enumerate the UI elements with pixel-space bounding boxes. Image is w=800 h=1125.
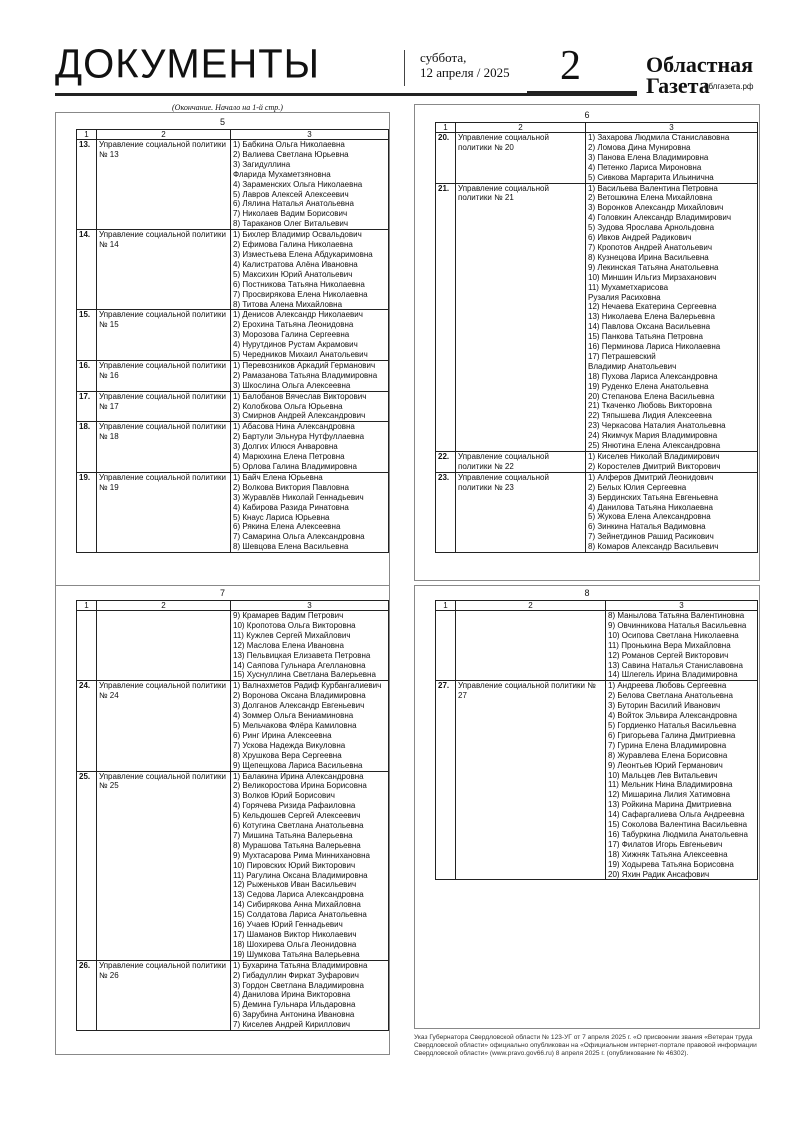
newspaper-name-line2: Газета [646, 73, 710, 98]
newspaper-site: облгазета.рф [704, 82, 754, 91]
person-name: 13) Пельвицкая Елизавета Петровна [233, 650, 371, 660]
person-name: 6) Ринг Ирина Алексеевна [233, 730, 332, 740]
person-name: 6) Рякина Елена Алексеевна [233, 522, 341, 532]
issue-weekday: суббота, [420, 50, 467, 65]
column-header: 2 [456, 123, 586, 133]
names-list [231, 960, 389, 1030]
person-name: 3) Смирнов Андрей Александрович [233, 411, 366, 421]
row-number: 21. [436, 183, 456, 451]
row-number: 20. [436, 133, 456, 184]
column-header: 3 [586, 123, 758, 133]
department-name: Управление социальной политики № 20 [456, 133, 586, 184]
names-list [231, 230, 389, 310]
awardees-table [76, 600, 389, 1031]
table-row [77, 960, 389, 1030]
person-name: 3) Гордон Светлана Владимировна [233, 980, 364, 990]
awardees-table [435, 600, 758, 880]
awardees-table [76, 129, 389, 553]
person-name: 3) Морозова Галина Сергеевна [233, 330, 350, 340]
column-header: 2 [456, 601, 606, 611]
panel-6 [414, 104, 760, 581]
names-list [231, 140, 389, 230]
person-name: 14) Павлова Оксана Васильевна [588, 322, 711, 332]
person-name: 15) Панкова Татьяна Петровна [588, 332, 703, 342]
row-number: 27. [436, 681, 456, 880]
person-name: 7) Мишина Татьяна Валерьевна [233, 830, 353, 840]
person-name: 17) Петрашевский [588, 351, 656, 361]
person-name: 5) Орлова Галина Владимировна [233, 462, 357, 471]
panel-8 [414, 585, 760, 1029]
person-name: 8) Титова Алена Михайловна [233, 299, 343, 309]
person-name: 1) Киселев Николай Владимирович [588, 452, 720, 461]
row-number: 19. [77, 472, 97, 552]
page-number: 2 [560, 43, 581, 89]
row-number: 22. [436, 452, 456, 473]
row-number: 15. [77, 310, 97, 361]
table-row [436, 472, 758, 552]
person-name: 12) Маслова Елена Ивановна [233, 640, 344, 650]
table-header-row [77, 130, 389, 140]
person-name: 12) Нечаева Екатерина Сергеевна [588, 302, 717, 312]
table-row [77, 771, 389, 960]
person-name: 2) Валиева Светлана Юрьевна [233, 149, 349, 159]
person-name: 4) Головкин Александр Владимирович [588, 213, 732, 223]
person-name: 8) Мурашова Татьяна Валерьевна [233, 840, 361, 850]
column-header: 2 [97, 601, 231, 611]
masthead-rule-accent [527, 91, 637, 96]
person-name: 2) Ломова Дина Мунировна [588, 142, 691, 152]
row-number [77, 611, 97, 681]
row-number: 26. [77, 960, 97, 1030]
column-header: 1 [436, 123, 456, 133]
department-name: Управление социальной политики № 23 [456, 472, 586, 552]
person-name: 6) Григорьева Галина Дмитриевна [608, 730, 736, 740]
person-name: 1) Алферов Дмитрий Леонидович [588, 472, 714, 482]
person-name: 3) Воронков Александр Михайлович [588, 203, 724, 213]
row-number: 18. [77, 422, 97, 473]
table-row [77, 140, 389, 230]
person-name: 11) Мельник Нина Владимировна [608, 780, 733, 790]
panel-title: 7 [219, 588, 225, 598]
person-name: 7) Киселев Андрей Кириллович [233, 1020, 351, 1030]
table-row [77, 230, 389, 310]
person-name: 5) Сивкова Маргарита Ильинична [588, 172, 714, 182]
person-name: 5) Зудова Ярослава Арнольдовна [588, 223, 715, 233]
person-name: 15) Хуснуллина Светлана Валерьевна [233, 670, 376, 680]
person-name: 1) Бабкина Ольга Николаевна [233, 140, 345, 149]
person-name: 9) Леонтьев Юрий Германович [608, 760, 723, 770]
person-name: 2) Белых Юлия Сергеевна [588, 482, 687, 492]
person-name: 11) Пронькина Вера Михайловна [608, 640, 731, 650]
person-name: 20) Яхин Радик Ансафович [608, 869, 710, 879]
person-name: 3) Шкоcлина Ольга Алексеевна [233, 380, 351, 390]
person-name: 7) Николаев Вадим Борисович [233, 209, 348, 219]
person-name: 18) Хижняк Татьяна Алексеевна [608, 849, 728, 859]
person-name: 10) Кропотова Ольга Викторовна [233, 620, 356, 630]
table-row [436, 452, 758, 473]
person-name: 2) Коростелев Дмитрий Викторович [588, 461, 721, 471]
person-name: 2) Рамазанова Татьяна Владимировна [233, 370, 378, 380]
person-name: 5) Гордиенко Наталья Васильевна [608, 720, 737, 730]
person-name: 13) Ройкина Марина Дмитриевна [608, 800, 732, 810]
person-name: 4) Войток Эльвира Александровна [608, 711, 738, 721]
department-name: Управление социальной политики № 26 [97, 960, 231, 1030]
person-name: 4) Зараменских Ольга Николаевна [233, 179, 363, 189]
person-name: 1) Захарова Людмила Станиславовна [588, 133, 730, 142]
person-name: 22) Тяпышева Лидия Алексеевна [588, 411, 712, 421]
section-title: ДОКУМЕНТЫ [55, 41, 321, 87]
department-name: Управление социальной политики № 27 [456, 681, 606, 880]
person-name: 10) Мальцев Лев Витальевич [608, 770, 718, 780]
person-name: 12) Мишарина Лилия Хатимовна [608, 790, 731, 800]
person-name: 2) Волкова Виктория Павловна [233, 482, 349, 492]
person-name: 9) Лекинская Татьяна Анатольевна [588, 262, 719, 272]
person-name: 3) Долганов Александр Евгеньевич [233, 701, 365, 711]
person-name: 4) Данилова Ирина Викторовна [233, 990, 351, 1000]
column-header: 3 [231, 130, 389, 140]
person-name: 11) Рагулина Оксана Владимировна [233, 870, 368, 880]
person-name: 24) Якимчук Мария Владимировна [588, 431, 718, 441]
panel-5 [55, 112, 390, 589]
row-number: 24. [77, 681, 97, 771]
person-name: 7) Просвирякова Елена Николаевна [233, 289, 368, 299]
person-name: 14) Саяпова Гульнара Агеллановна [233, 660, 366, 670]
person-name: 7) Зейнетдинов Рашид Расикович [588, 532, 714, 542]
names-list [231, 391, 389, 422]
person-name: 3) Изместьева Елена Абдукаримовна [233, 249, 373, 259]
names-list [606, 611, 758, 681]
person-name: 7) Самарина Ольга Александровна [233, 532, 365, 542]
person-name: 17) Шаманов Виктор Николаевич [233, 930, 357, 939]
names-list [231, 611, 389, 681]
issue-date [420, 50, 510, 80]
person-name: 9) Крамарев Вадим Петрович [233, 611, 344, 620]
person-name: 14) Сафаргалиева Ольга Андреевна [608, 810, 745, 820]
person-name: 8) Комаров Александр Васильевич [588, 542, 719, 552]
row-number: 16. [77, 360, 97, 391]
column-header: 1 [436, 601, 456, 611]
table-row [77, 681, 389, 771]
names-list [231, 360, 389, 391]
row-number: 25. [77, 771, 97, 960]
person-name: 4) Кабирова Разида Ринатовна [233, 502, 349, 512]
department-name: Управление социальной политики № 13 [97, 140, 231, 230]
person-name: 11) Кужлев Сергей Михайлович [233, 630, 351, 640]
person-name: 16) Табуркина Людмила Анатольевна [608, 829, 748, 839]
person-name: 3) Панова Елена Владимировна [588, 152, 709, 162]
panel-7 [55, 585, 390, 1055]
person-name: 10) Миншин Ильгиз Мирзаханович [588, 272, 717, 282]
column-header: 3 [231, 601, 389, 611]
person-name: 3) Долгих Илюся Анваровна [233, 442, 338, 452]
department-name: Управление социальной политики № 19 [97, 472, 231, 552]
person-name: 2) Белова Светлана Анатольевна [608, 691, 733, 701]
person-name: 5) Жукова Елена Александровна [588, 512, 711, 522]
person-name: 7) Ускова Надежда Викуловна [233, 740, 346, 750]
names-list [231, 472, 389, 552]
department-name: Управление социальной политики № 15 [97, 310, 231, 361]
person-name: 25) Янютина Елена Александровна [588, 441, 721, 451]
person-name: 19) Ходырева Татьяна Борисовна [608, 859, 734, 869]
row-number [436, 611, 456, 681]
person-name: 13) Седова Лариса Александровна [233, 890, 364, 900]
person-name: 5) Лавров Алексей Алексеевич [233, 189, 349, 199]
names-list [586, 452, 758, 473]
person-name: 21) Ткаченко Любовь Викторовна [588, 401, 712, 411]
person-name: 1) Бихлер Владимир Освальдович [233, 230, 362, 240]
person-name: 19) Шумкова Татьяна Валерьевна [233, 949, 360, 959]
person-name: 8) Шевцова Елена Васильевна [233, 542, 349, 552]
table-header-row [77, 601, 389, 611]
person-name: 14) Сибирякова Анна Михайловна [233, 900, 361, 910]
department-name: Управление социальной политики № 21 [456, 183, 586, 451]
person-name: 1) Байч Елена Юрьевна [233, 472, 323, 482]
person-name: 1) Денисов Александр Николаевич [233, 310, 363, 320]
person-name: 5) Мельчакова Флёра Камиловна [233, 720, 357, 730]
person-name: 2) Ветошкина Елена Михайловна [588, 193, 713, 203]
person-name: 10) Осипова Светлана Николаевна [608, 630, 739, 640]
panel-title: 5 [219, 117, 225, 127]
person-name: 12) Романов Сергей Викторович [608, 650, 729, 660]
panel-title: 8 [584, 588, 590, 598]
person-name: 6) Лялина Наталья Анатольевна [233, 199, 354, 209]
table-row [77, 360, 389, 391]
person-name: 3) Волков Юрий Борисович [233, 791, 335, 801]
department-name: Управление социальной политики № 14 [97, 230, 231, 310]
table-row [77, 611, 389, 681]
department-name [456, 611, 606, 681]
table-row [77, 472, 389, 552]
person-name: 1) Бухарина Татьяна Владимировна [233, 960, 368, 970]
person-name: 7) Кропотов Андрей Анатольевич [588, 242, 713, 252]
person-name: 18) Шохирева Ольга Леонидовна [233, 939, 357, 949]
department-name: Управление социальной политики № 24 [97, 681, 231, 771]
row-number: 23. [436, 472, 456, 552]
person-name: 1) Валнахметов Радиф Курбангалиевич [233, 681, 382, 691]
person-name: 2) Великоростова Ирина Борисовна [233, 781, 367, 791]
table-row [436, 681, 758, 880]
table-header-row [436, 123, 758, 133]
names-list [586, 183, 758, 451]
table-row [436, 611, 758, 681]
person-name: 8) Манылова Татьяна Валентиновна [608, 611, 745, 620]
names-list [586, 133, 758, 184]
person-name: 4) Марюхина Елена Петровна [233, 452, 345, 462]
department-name [97, 611, 231, 681]
person-name: Рузалия Расиховна [588, 292, 661, 302]
panel-title: 6 [584, 110, 590, 120]
person-name: 6) Зинкина Наталья Вадимовна [588, 522, 706, 532]
person-name: 9) Мухтасарова Рима Миннихановна [233, 850, 370, 860]
row-number: 14. [77, 230, 97, 310]
person-name: 2) Ефимова Галина Николаевна [233, 240, 353, 250]
person-name: 6) Ивков Андрей Радикович [588, 233, 692, 243]
names-list [606, 681, 758, 880]
person-name: 8) Тараканов Олег Витальевич [233, 219, 349, 229]
names-list [231, 310, 389, 361]
person-name: 5) Кнаус Лариса Юрьевна [233, 512, 330, 522]
person-name: 2) Воронова Оксана Владимировна [233, 691, 366, 701]
awardees-table [435, 122, 758, 553]
person-name: 2) Колобкова Ольга Юрьевна [233, 401, 343, 411]
person-name: 4) Нурутдинов Рустам Акрамович [233, 340, 358, 350]
column-header: 1 [77, 601, 97, 611]
department-name: Управление социальной политики № 16 [97, 360, 231, 391]
department-name: Управление социальной политики № 17 [97, 391, 231, 422]
department-name: Управление социальной политики № 18 [97, 422, 231, 473]
person-name: 8) Кузнецова Ирина Васильевна [588, 252, 709, 262]
person-name: 18) Пухова Лариса Александровна [588, 371, 718, 381]
person-name: 6) Постникова Татьяна Николаевна [233, 279, 365, 289]
person-name: 5) Максихин Юрий Анатольевич [233, 269, 353, 279]
person-name: 9) Щепещкова Лариса Васильевна [233, 760, 363, 770]
person-name: 1) Балакина Ирина Александровна [233, 771, 364, 781]
person-name: 2) Ерохина Татьяна Леонидовна [233, 320, 354, 330]
person-name: 1) Андреева Любовь Сергеевна [608, 681, 727, 691]
person-name: 14) Шлегель Ирина Владимировна [608, 670, 738, 680]
person-name: 4) Калистратова Алёна Ивановна [233, 259, 358, 269]
person-name: 3) Бердинских Татьяна Евгеньевна [588, 492, 719, 502]
person-name: 23) Черкасова Наталия Анатольевна [588, 421, 726, 431]
person-name: 11) Мухаметхарисова [588, 282, 669, 292]
table-row [436, 133, 758, 184]
person-name: 4) Петенко Лариса Мироновна [588, 162, 702, 172]
person-name: 17) Филатов Игорь Евгеньевич [608, 839, 723, 849]
column-header: 2 [97, 130, 231, 140]
person-name: 15) Соколова Валентина Васильевна [608, 820, 748, 830]
person-name: 4) Данилова Татьяна Николаевна [588, 502, 713, 512]
table-row [77, 310, 389, 361]
department-name: Управление социальной политики № 22 [456, 452, 586, 473]
names-list [231, 422, 389, 473]
person-name: 3) Буторин Василий Иванович [608, 701, 721, 711]
person-name: 13) Савина Наталья Станиславовна [608, 660, 743, 670]
column-header: 3 [606, 601, 758, 611]
person-name: 12) Рыженьков Иван Васильевич [233, 880, 357, 890]
table-row [77, 391, 389, 422]
person-name: 20) Степанова Елена Васильевна [588, 391, 715, 401]
person-name: 8) Журавлева Елена Борисовна [608, 750, 728, 760]
person-name: 19) Руденко Елена Анатольевна [588, 381, 709, 391]
person-name: 3) Журавлёв Николай Геннадьевич [233, 492, 364, 502]
person-name: Фларида Мухаметзяновна [233, 169, 331, 179]
row-number: 17. [77, 391, 97, 422]
person-name: 1) Абасова Нина Александровна [233, 422, 355, 432]
person-name: 5) Чередников Михаил Анатольевич [233, 350, 368, 360]
person-name: 4) Зоммер Ольга Вениаминовна [233, 711, 354, 721]
row-number: 13. [77, 140, 97, 230]
person-name: 6) Котугина Светлана Анатольевна [233, 821, 364, 831]
person-name: 5) Демина Гульнара Ильдаровна [233, 1000, 356, 1010]
person-name: 1) Перевозников Аркадий Германович [233, 360, 376, 370]
person-name: 1) Балобанов Вячеслав Викторович [233, 391, 367, 401]
names-list [586, 472, 758, 552]
person-name: 13) Николаева Елена Валерьевна [588, 312, 715, 322]
publication-footnote: Указ Губернатора Свердловской области № 123-УГ от 7 апреля 2025 г. «О присвоении звания «Ветеран труда Свердловской области» официально опубликован на «Официальном интернет-портале правовой информации Свердловской области» (www.pravo.gov66.ru) 8 апреля 2025 г. (опубликование № 46302). [414, 1034, 757, 1057]
person-name: 7) Гурина Елена Владимировна [608, 740, 727, 750]
column-header: 1 [77, 130, 97, 140]
table-header-row [436, 601, 758, 611]
person-name: 16) Учаев Юрий Геннадьевич [233, 920, 343, 930]
department-name: Управление социальной политики № 25 [97, 771, 231, 960]
person-name: 3) Загидуллина [233, 159, 291, 169]
person-name: 16) Перминова Лариса Николаевна [588, 342, 721, 352]
person-name: 2) Бартули Эльнура Нутфуллаевна [233, 432, 365, 442]
person-name: 6) Зарубина Антонина Ивановна [233, 1010, 355, 1020]
names-list [231, 681, 389, 771]
masthead-separator [404, 50, 405, 86]
continuation-note: (Окончание. Начало на 1-й стр.) [172, 103, 283, 112]
issue-day: 12 апреля / 2025 [420, 65, 510, 80]
person-name: 1) Васильева Валентина Петровна [588, 183, 718, 193]
person-name: Владимир Анатольевич [588, 361, 677, 371]
person-name: 15) Солдатова Лариса Анатольевна [233, 910, 367, 920]
person-name: 5) Кельдюшев Сергей Алексеевич [233, 811, 361, 821]
table-row [77, 422, 389, 473]
table-row [436, 183, 758, 451]
person-name: 4) Горячева Ризида Рафаиловна [233, 801, 356, 811]
names-list [231, 771, 389, 960]
person-name: 9) Овчинникова Наталья Васильевна [608, 620, 747, 630]
person-name: 10) Пировских Юрий Викторович [233, 860, 356, 870]
person-name: 2) Гибадуллин Фиркат Зуфарович [233, 970, 359, 980]
person-name: 8) Хрушкова Вера Сергеевна [233, 750, 342, 760]
newspaper-name-line1: Областная [646, 52, 754, 77]
